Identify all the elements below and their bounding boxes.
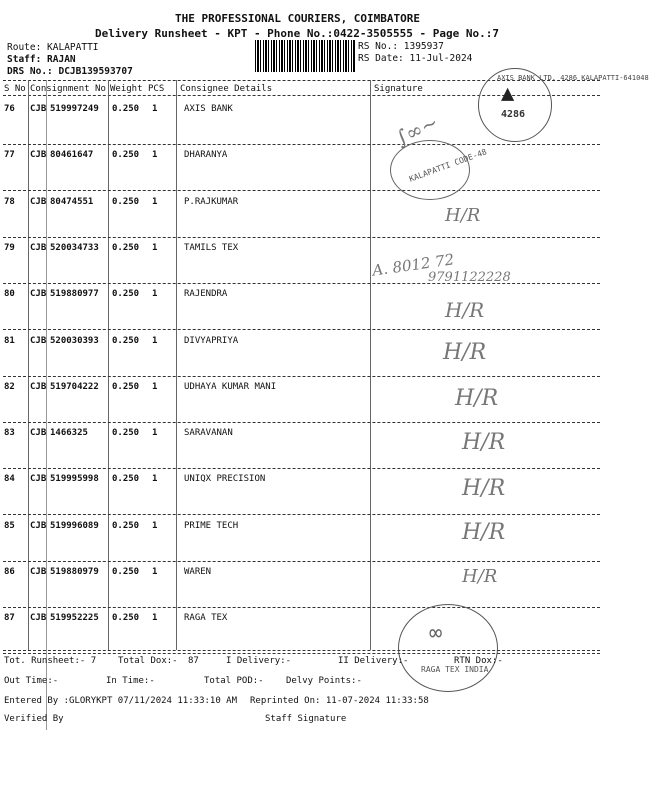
row-sno: 85 xyxy=(4,521,15,531)
table-row xyxy=(0,428,600,442)
row-weight: 0.250 xyxy=(112,613,140,623)
row-pcs: 1 xyxy=(152,521,158,531)
row-consignee: SARAVANAN xyxy=(184,428,233,438)
table-row xyxy=(0,382,600,396)
delivery-stamp: KALAPATTI CODE-48 xyxy=(390,140,470,200)
row-sno: 76 xyxy=(4,104,15,114)
reprinted-on: Reprinted On: 11-07-2024 11:33:58 xyxy=(250,696,429,706)
row-prefix: CJB xyxy=(30,428,47,438)
row-pcs: 1 xyxy=(152,243,158,253)
axis-bank-stamp: AXIS BANK LTD. 4286 KALAPATTI-641048 4286 ▲ xyxy=(478,68,552,142)
table-row xyxy=(0,613,600,627)
row-consignment-no: 520030393 xyxy=(50,336,99,346)
row-consignment-no: 519995998 xyxy=(50,474,99,484)
table-header: S No Consignment No Weight PCS Consignee Details Signature xyxy=(4,84,423,94)
row-consignee: PRIME TECH xyxy=(184,521,239,531)
row-consignee: WAREN xyxy=(184,567,212,577)
row-sno: 77 xyxy=(4,150,15,160)
table-row xyxy=(0,150,600,164)
row-pcs: 1 xyxy=(152,104,158,114)
row-pcs: 1 xyxy=(152,382,158,392)
row-prefix: CJB xyxy=(30,336,47,346)
row-prefix: CJB xyxy=(30,382,47,392)
row-consignee: UDHAYA KUMAR MANI xyxy=(184,382,277,392)
row-consignment-no: 519997249 xyxy=(50,104,99,114)
row-weight: 0.250 xyxy=(112,104,140,114)
row84-hr-sign: H/R xyxy=(462,476,506,501)
row-sno: 82 xyxy=(4,382,15,392)
barcode xyxy=(255,40,355,72)
delvy-points: Delvy Points:- xyxy=(286,676,362,686)
row-prefix: CJB xyxy=(30,613,47,623)
row-consignment-no: 519952225 xyxy=(50,613,99,623)
ii-delivery: II Delivery:- xyxy=(338,656,409,666)
company-title: THE PROFESSIONAL COURIERS, COIMBATORE xyxy=(175,12,421,25)
out-time: Out Time:- xyxy=(4,676,59,686)
row-consignee: RAGA TEX xyxy=(184,613,228,623)
row-weight: 0.250 xyxy=(112,521,140,531)
row-prefix: CJB xyxy=(30,150,47,160)
row-consignment-no: 80461647 xyxy=(50,150,94,160)
row-prefix: CJB xyxy=(30,104,47,114)
drs-number: DRS No.: DCJB139593707 xyxy=(7,66,133,77)
raga-tex-stamp: RAGA TEX INDIA ∞ xyxy=(398,604,498,692)
row-consignment-no: 520034733 xyxy=(50,243,99,253)
row-pcs: 1 xyxy=(152,613,158,623)
row83-hr-sign: H/R xyxy=(462,430,506,455)
row-consignee: DIVYAPRIYA xyxy=(184,336,239,346)
row78-hr-sign: H/R xyxy=(445,205,481,226)
row-sno: 80 xyxy=(4,289,15,299)
row-prefix: CJB xyxy=(30,197,47,207)
row-sno: 86 xyxy=(4,567,15,577)
row-consignment-no: 519996089 xyxy=(50,521,99,531)
row-weight: 0.250 xyxy=(112,243,140,253)
row-prefix: CJB xyxy=(30,567,47,577)
row-sno: 84 xyxy=(4,474,15,484)
row81-hr-sign: H/R xyxy=(443,340,487,365)
row79-note: A. 8012 72 xyxy=(371,250,456,280)
total-dox-value: 87 xyxy=(188,656,199,666)
rs-date: RS Date: 11-Jul-2024 xyxy=(358,53,473,64)
row-pcs: 1 xyxy=(152,197,158,207)
row-consignee: UNIQX PRECISION xyxy=(184,474,266,484)
row82-hr-sign: H/R xyxy=(455,386,499,411)
row-pcs: 1 xyxy=(152,567,158,577)
row-weight: 0.250 xyxy=(112,150,140,160)
row-weight: 0.250 xyxy=(112,336,140,346)
row-consignee: AXIS BANK xyxy=(184,104,233,114)
row-sno: 78 xyxy=(4,197,15,207)
row-pcs: 1 xyxy=(152,474,158,484)
staff-signature: Staff Signature xyxy=(265,714,347,724)
row-sno: 87 xyxy=(4,613,15,623)
row-weight: 0.250 xyxy=(112,197,140,207)
table-row xyxy=(0,289,600,303)
row-weight: 0.250 xyxy=(112,289,140,299)
row-pcs: 1 xyxy=(152,289,158,299)
row-sno: 79 xyxy=(4,243,15,253)
row76-signature: ∫∞∼ xyxy=(391,109,442,151)
tot-runsheet: Tot. Runsheet:- 7 xyxy=(4,656,97,666)
row-consignment-no: 519704222 xyxy=(50,382,99,392)
rtn-dox: RTN Dox:- xyxy=(454,656,503,666)
row-weight: 0.250 xyxy=(112,428,140,438)
row-consignee: DHARANYA xyxy=(184,150,228,160)
table-row xyxy=(0,567,600,581)
table-row xyxy=(0,474,600,488)
row-consignment-no: 1466325 xyxy=(50,428,88,438)
row-pcs: 1 xyxy=(152,336,158,346)
row-prefix: CJB xyxy=(30,289,47,299)
i-delivery: I Delivery:- xyxy=(226,656,292,666)
row-prefix: CJB xyxy=(30,243,47,253)
row-consignee: RAJENDRA xyxy=(184,289,228,299)
row-weight: 0.250 xyxy=(112,474,140,484)
rs-number: RS No.: 1395937 xyxy=(358,41,444,52)
row-prefix: CJB xyxy=(30,521,47,531)
entered-by: Entered By :GLORYKPT 07/11/2024 11:33:10 AM xyxy=(4,696,237,706)
runsheet-title: Delivery Runsheet - KPT - Phone No.:0422-3505555 - Page No.:7 xyxy=(95,27,499,40)
in-time: In Time:- xyxy=(106,676,155,686)
verified-by: Verified By xyxy=(4,714,64,724)
row-prefix: CJB xyxy=(30,474,47,484)
row-pcs: 1 xyxy=(152,428,158,438)
row79-number: 9791122228 xyxy=(428,270,511,285)
table-row xyxy=(0,197,600,211)
row-pcs: 1 xyxy=(152,150,158,160)
staff-label: Staff: RAJAN xyxy=(7,54,76,65)
row-consignment-no: 519880977 xyxy=(50,289,99,299)
row80-hr-sign: H/R xyxy=(445,298,485,322)
route-label: Route: KALAPATTI xyxy=(7,42,99,53)
row-weight: 0.250 xyxy=(112,567,140,577)
row-consignee: TAMILS TEX xyxy=(184,243,239,253)
row-consignment-no: 80474551 xyxy=(50,197,94,207)
table-row xyxy=(0,243,600,257)
table-row xyxy=(0,336,600,350)
row-sno: 81 xyxy=(4,336,15,346)
total-dox-label: Total Dox:- xyxy=(118,656,178,666)
row-consignee: P.RAJKUMAR xyxy=(184,197,239,207)
total-pod: Total POD:- xyxy=(204,676,264,686)
row86-hr-sign: H/R xyxy=(462,566,498,587)
row85-hr-sign: H/R xyxy=(462,520,506,545)
row-consignment-no: 519880979 xyxy=(50,567,99,577)
table-row xyxy=(0,521,600,535)
row-sno: 83 xyxy=(4,428,15,438)
row-weight: 0.250 xyxy=(112,382,140,392)
